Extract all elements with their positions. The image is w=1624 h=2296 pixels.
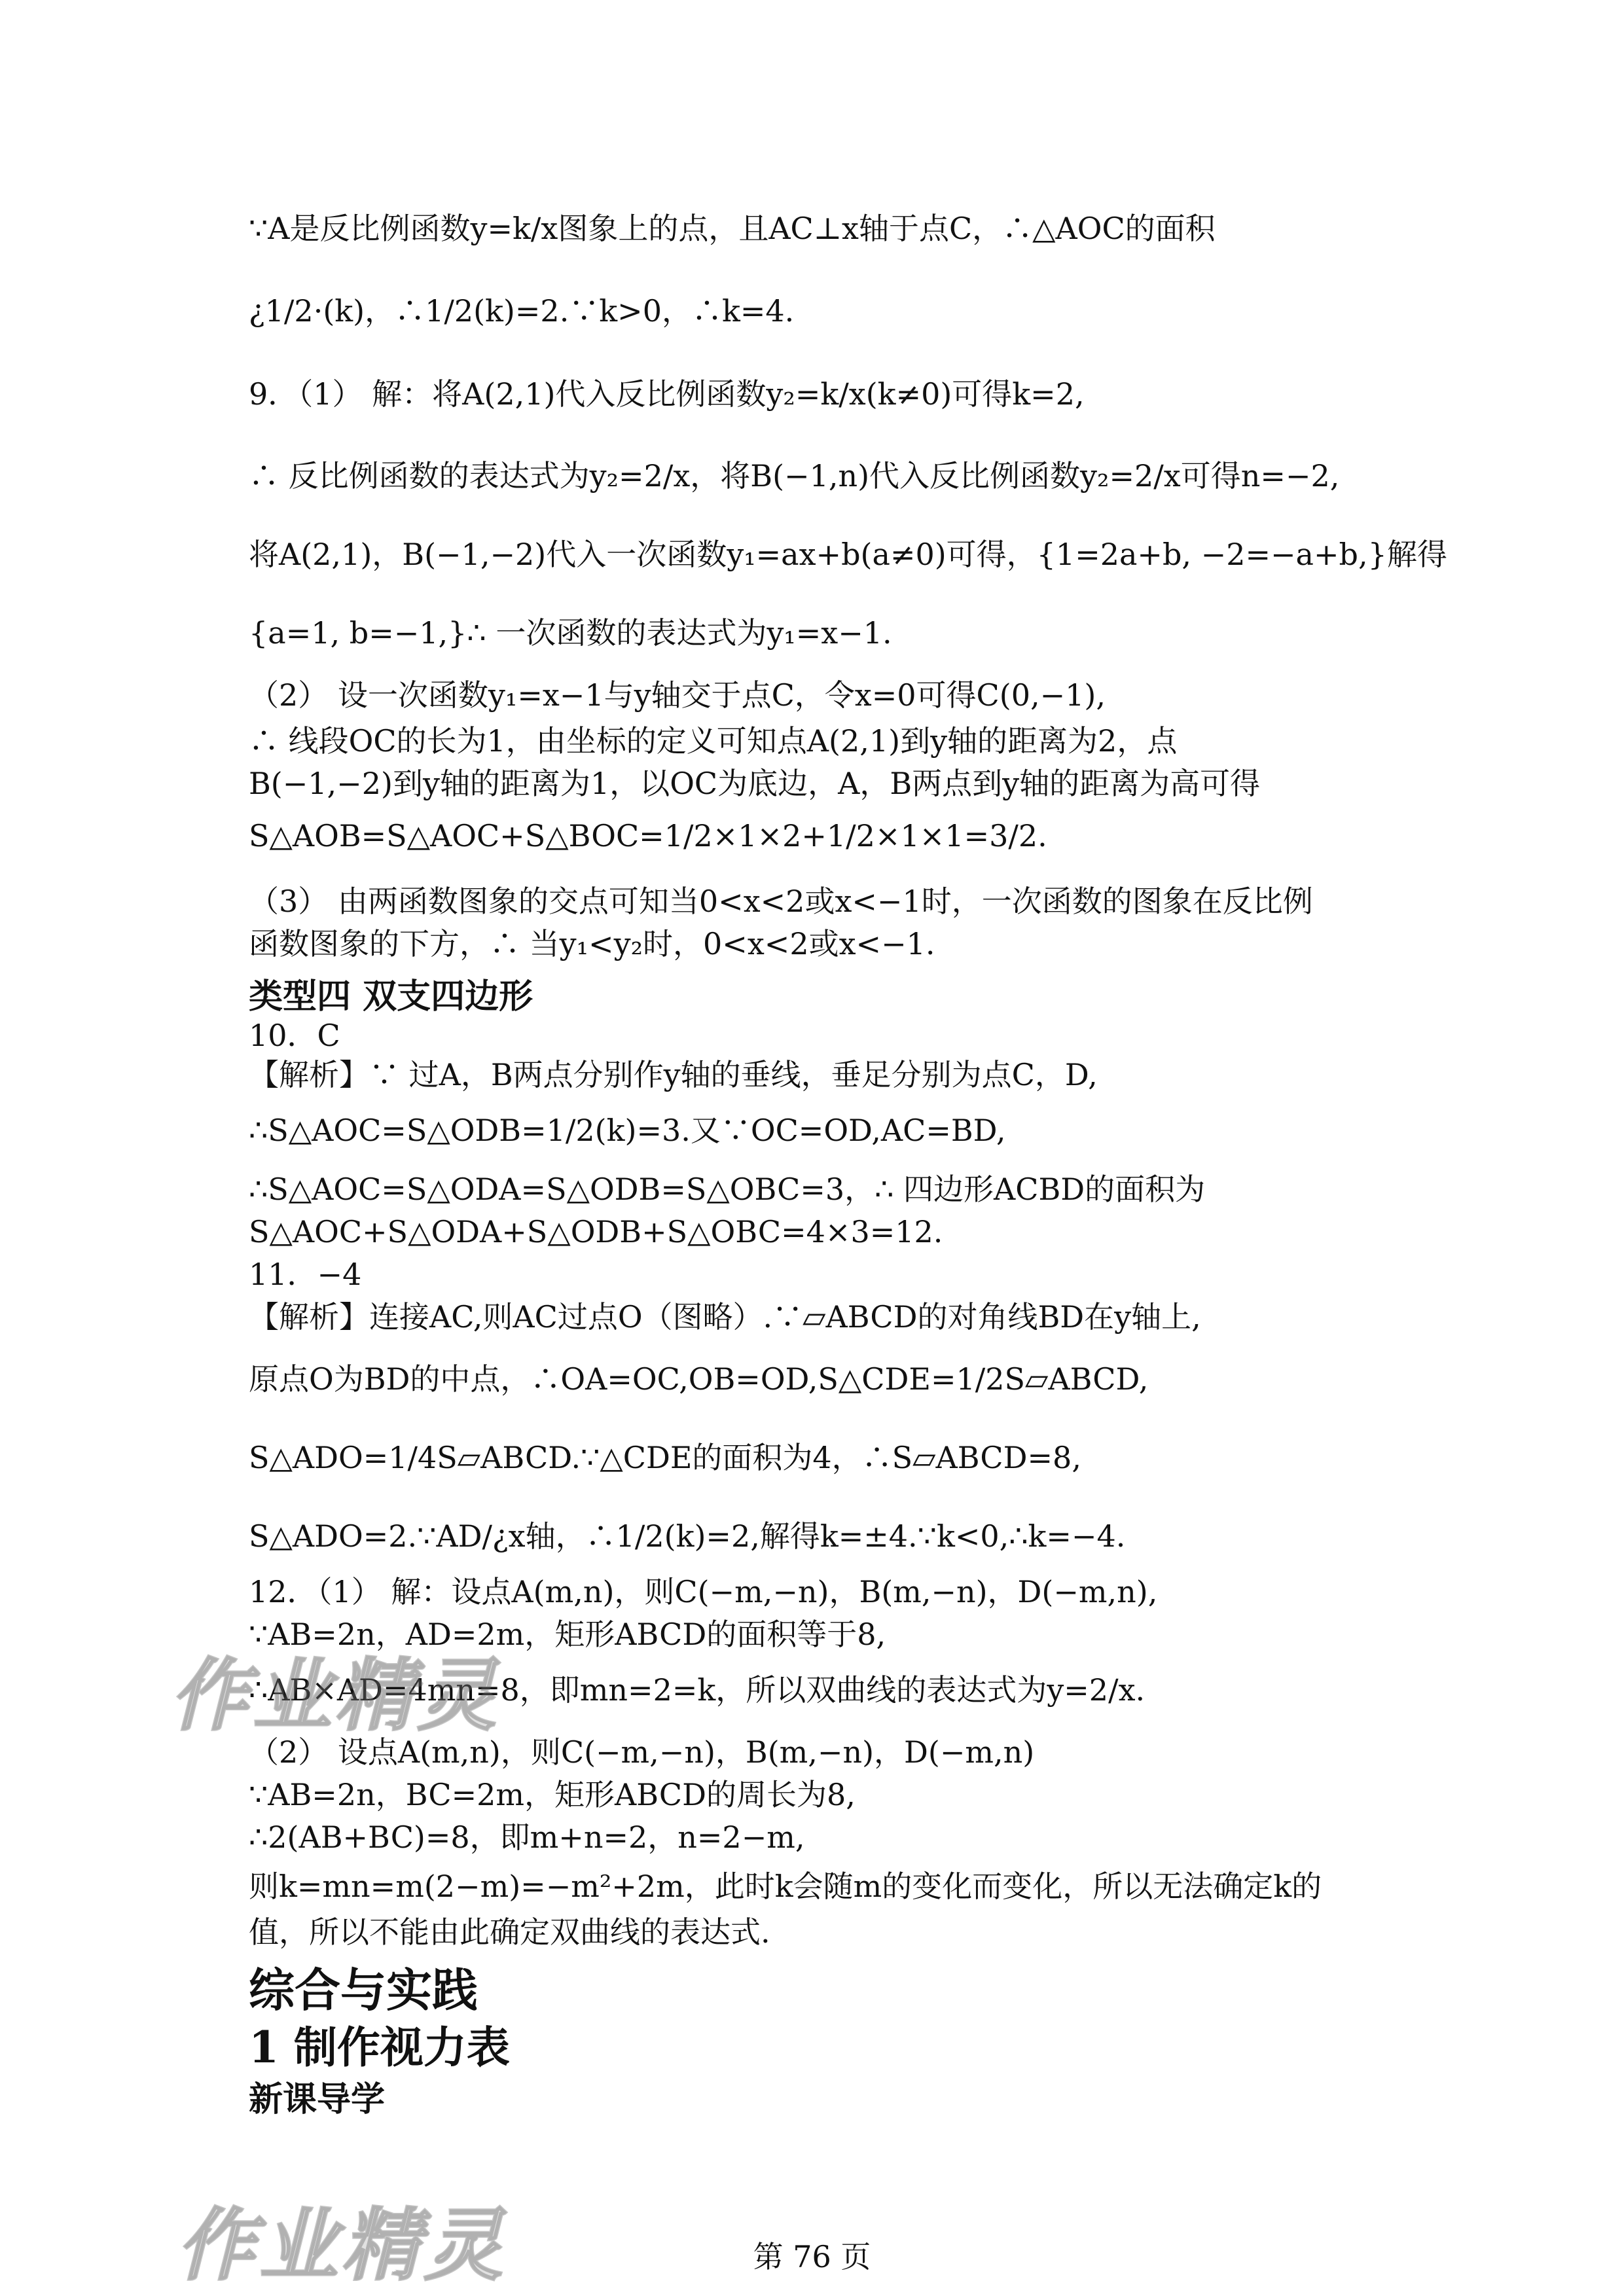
text-line-27: （2） 设点A(m,n)，则C(−m,−n)，B(m,−n)，D(−m,n) (249, 1734, 1035, 1770)
text-line-29: ∴2(AB+BC)=8，即m+n=2，n=2−m, (249, 1820, 805, 1855)
text-line-23: S△ADO=2.∵AD/¿x轴，∴1/2(k)=2,解得k=±4.∵k<0,∴k=−4. (249, 1518, 1126, 1554)
text-line-19: 11．−4 (249, 1257, 362, 1292)
text-line-2: ¿1/2·(k)，∴1/2(k)=2.∵k>0，∴k=4. (249, 293, 795, 329)
text-line-25: ∵AB=2n，AD=2m，矩形ABCD的面积等于8, (249, 1617, 886, 1652)
section-heading-type-four: 类型四 双支四边形 (249, 977, 533, 1016)
text-line-1: ∵A是反比例函数y=k/x图象上的点，且AC⊥x轴于点C，∴△AOC的面积 (249, 211, 1216, 246)
text-line-20: 【解析】连接AC,则AC过点O（图略）.∵▱ABCD的对角线BD在y轴上, (249, 1299, 1201, 1335)
text-line-30: 则k=mn=m(2−m)=−m²+2m，此时k会随m的变化而变化，所以无法确定k的 (249, 1869, 1322, 1904)
text-line-11: （3） 由两函数图象的交点可知当0<x<2或x<−1时，一次函数的图象在反比例 (249, 884, 1313, 919)
text-line-18: S△AOC+S△ODA+S△ODB+S△OBC=4×3=12. (249, 1214, 943, 1249)
text-line-17: ∴S△AOC=S△ODA=S△ODB=S△OBC=3，∴ 四边形ACBD的面积为 (249, 1172, 1206, 1207)
watermark-2: 作业精灵 (177, 2200, 507, 2291)
text-line-15: 【解析】∵ 过A，B两点分别作y轴的垂线，垂足分别为点C，D, (249, 1057, 1098, 1092)
subsection-heading: 新课导学 (249, 2080, 386, 2119)
lesson-heading: 1 制作视力表 (249, 2022, 510, 2073)
text-line-16: ∴S△AOC=S△ODB=1/2(k)=3.又∵OC=OD,AC=BD, (249, 1113, 1006, 1148)
text-line-26: ∴AB×AD=4mn=8，即mn=2=k，所以双曲线的表达式为y=2/x. (249, 1672, 1146, 1708)
chapter-heading: 综合与实践 (249, 1964, 478, 2017)
page-number: 第 76 页 (753, 2239, 871, 2274)
text-line-28: ∵AB=2n，BC=2m，矩形ABCD的周长为8, (249, 1777, 856, 1812)
text-line-7: （2） 设一次函数y₁=x−1与y轴交于点C，令x=0可得C(0,−1), (249, 677, 1106, 713)
text-line-24: 12．（1） 解：设点A(m,n)，则C(−m,−n)，B(m,−n)，D(−m,n), (249, 1574, 1158, 1609)
text-line-3: 9．（1） 解：将A(2,1)代入反比例函数y₂=k/x(k≠0)可得k=2, (249, 376, 1085, 412)
text-line-22: S△ADO=1/4S▱ABCD.∵△CDE的面积为4，∴S▱ABCD=8, (249, 1440, 1081, 1475)
text-line-10: S△AOB=S△AOC+S△BOC=1/2×1×2+1/2×1×1=3/2. (249, 818, 1047, 853)
text-line-8: ∴ 线段OC的长为1，由坐标的定义可知点A(2,1)到y轴的距离为2，点 (249, 723, 1178, 759)
text-line-9: B(−1,−2)到y轴的距离为1，以OC为底边，A，B两点到y轴的距离为高可得 (249, 766, 1261, 801)
text-line-31: 值，所以不能由此确定双曲线的表达式. (249, 1914, 770, 1950)
text-line-14: 10．C (249, 1018, 340, 1053)
text-line-12: 函数图象的下方，∴ 当y₁<y₂时，0<x<2或x<−1. (249, 926, 935, 961)
watermark-1: 作业精灵 (170, 1651, 500, 1742)
text-line-5: 将A(2,1)，B(−1,−2)代入一次函数y₁=ax+b(a≠0)可得，{1=2a+b, −2=−a+b,}解得 (249, 537, 1447, 572)
text-line-21: 原点O为BD的中点，∴OA=OC,OB=OD,S△CDE=1/2S▱ABCD, (249, 1361, 1149, 1397)
text-line-4: ∴ 反比例函数的表达式为y₂=2/x，将B(−1,n)代入反比例函数y₂=2/x可得n=−2, (249, 458, 1340, 493)
text-line-6: {a=1, b=−1,}∴ 一次函数的表达式为y₁=x−1. (249, 615, 892, 651)
